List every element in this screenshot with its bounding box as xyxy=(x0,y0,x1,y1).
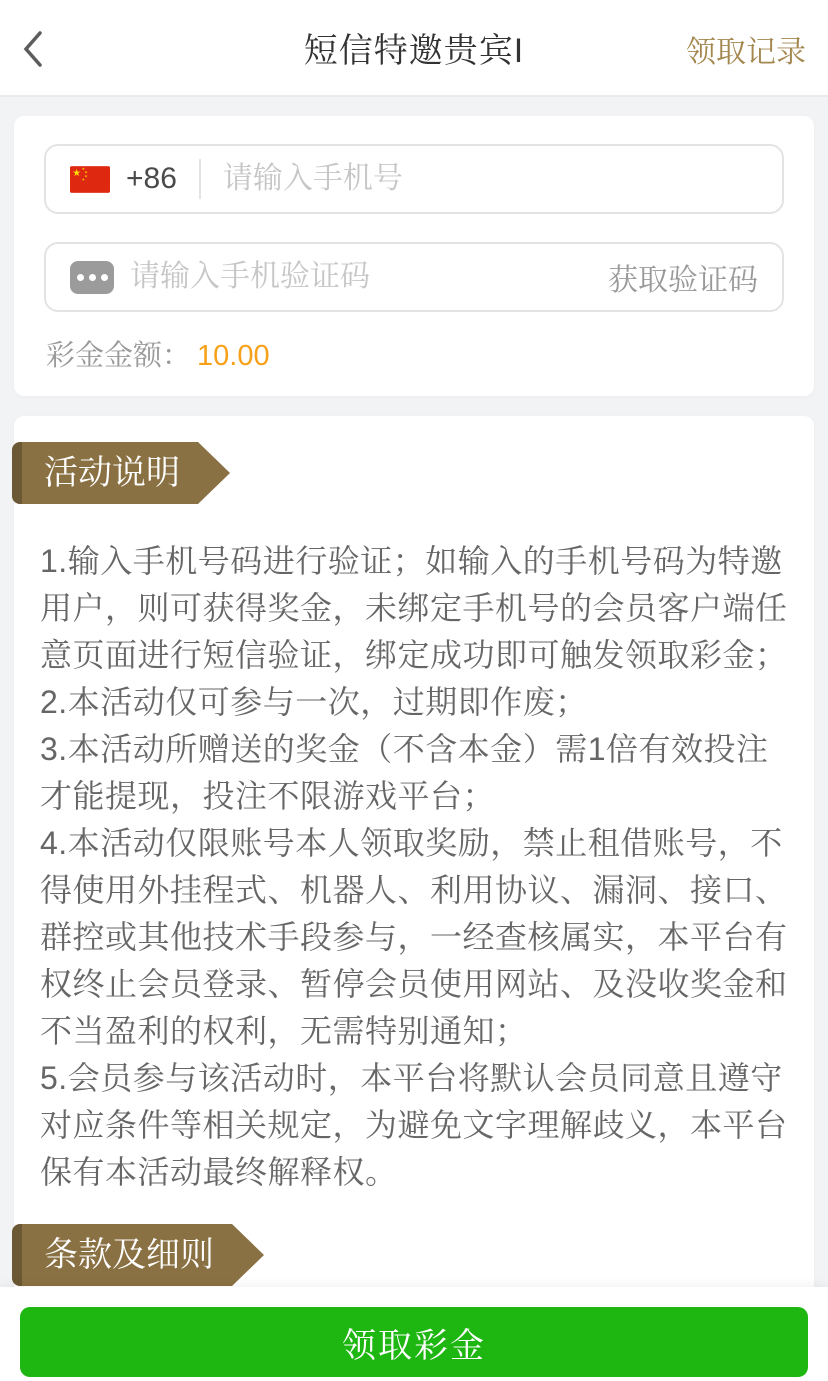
claim-bonus-button[interactable]: 领取彩金 xyxy=(20,1307,808,1377)
ribbon-arrow-icon xyxy=(232,1224,264,1286)
activity-rules xyxy=(40,538,788,1196)
dial-code[interactable]: +86 xyxy=(126,162,177,195)
activity-description-ribbon xyxy=(12,442,198,504)
bonus-amount-value: 10.00 xyxy=(197,340,270,372)
phone-input[interactable] xyxy=(223,162,758,196)
bonus-amount-line xyxy=(44,338,784,374)
ribbon-arrow-icon xyxy=(198,442,230,504)
get-code-button[interactable]: 获取验证码 xyxy=(608,264,758,297)
activity-description-title: 活动说明 xyxy=(12,442,198,504)
bottom-action-bar xyxy=(0,1287,828,1381)
sms-code-dots-icon xyxy=(70,261,114,294)
rule-item: 1.输入手机号码进行验证；如输入的手机号码为特邀用户，则可获得奖金，未绑定手机号的会员客户端任意页面进行短信验证，绑定成功即可触发领取彩金； xyxy=(40,543,788,673)
bonus-amount-label: 彩金金额： xyxy=(46,340,192,372)
phone-input-row[interactable] xyxy=(44,144,784,214)
china-flag-icon xyxy=(70,166,110,193)
claim-record-link[interactable]: 领取记录 xyxy=(686,35,806,69)
activity-details-card xyxy=(14,416,814,1308)
code-input-row[interactable] xyxy=(44,242,784,312)
back-button[interactable] xyxy=(20,28,60,70)
terms-ribbon xyxy=(12,1224,232,1286)
chevron-left-icon xyxy=(20,29,44,69)
divider xyxy=(199,159,201,199)
rule-item: 2.本活动仅可参与一次，过期即作废； xyxy=(40,684,588,720)
header xyxy=(0,0,828,97)
terms-title: 条款及细则 xyxy=(12,1224,232,1286)
rule-item: 4.本活动仅限账号本人领取奖励，禁止租借账号，不得使用外挂程式、机器人、利用协议、漏洞、接口、群控或其他技术手段参与，一经查核属实，本平台有权终止会员登录、暂停会员使用网站、及没收奖金和不当盈利的权利，无需特别通知； xyxy=(40,825,788,1049)
verification-code-input[interactable] xyxy=(130,260,592,294)
rule-item: 3.本活动所赠送的奖金（不含本金）需1倍有效投注才能提现，投注不限游戏平台； xyxy=(40,731,769,814)
page-title: 短信特邀贵宾I xyxy=(303,32,525,70)
rule-item: 5.会员参与该活动时，本平台将默认会员同意且遵守对应条件等相关规定，为避免文字理解歧义，本平台保有本活动最终解释权。 xyxy=(40,1060,788,1190)
claim-form-card xyxy=(14,116,814,396)
